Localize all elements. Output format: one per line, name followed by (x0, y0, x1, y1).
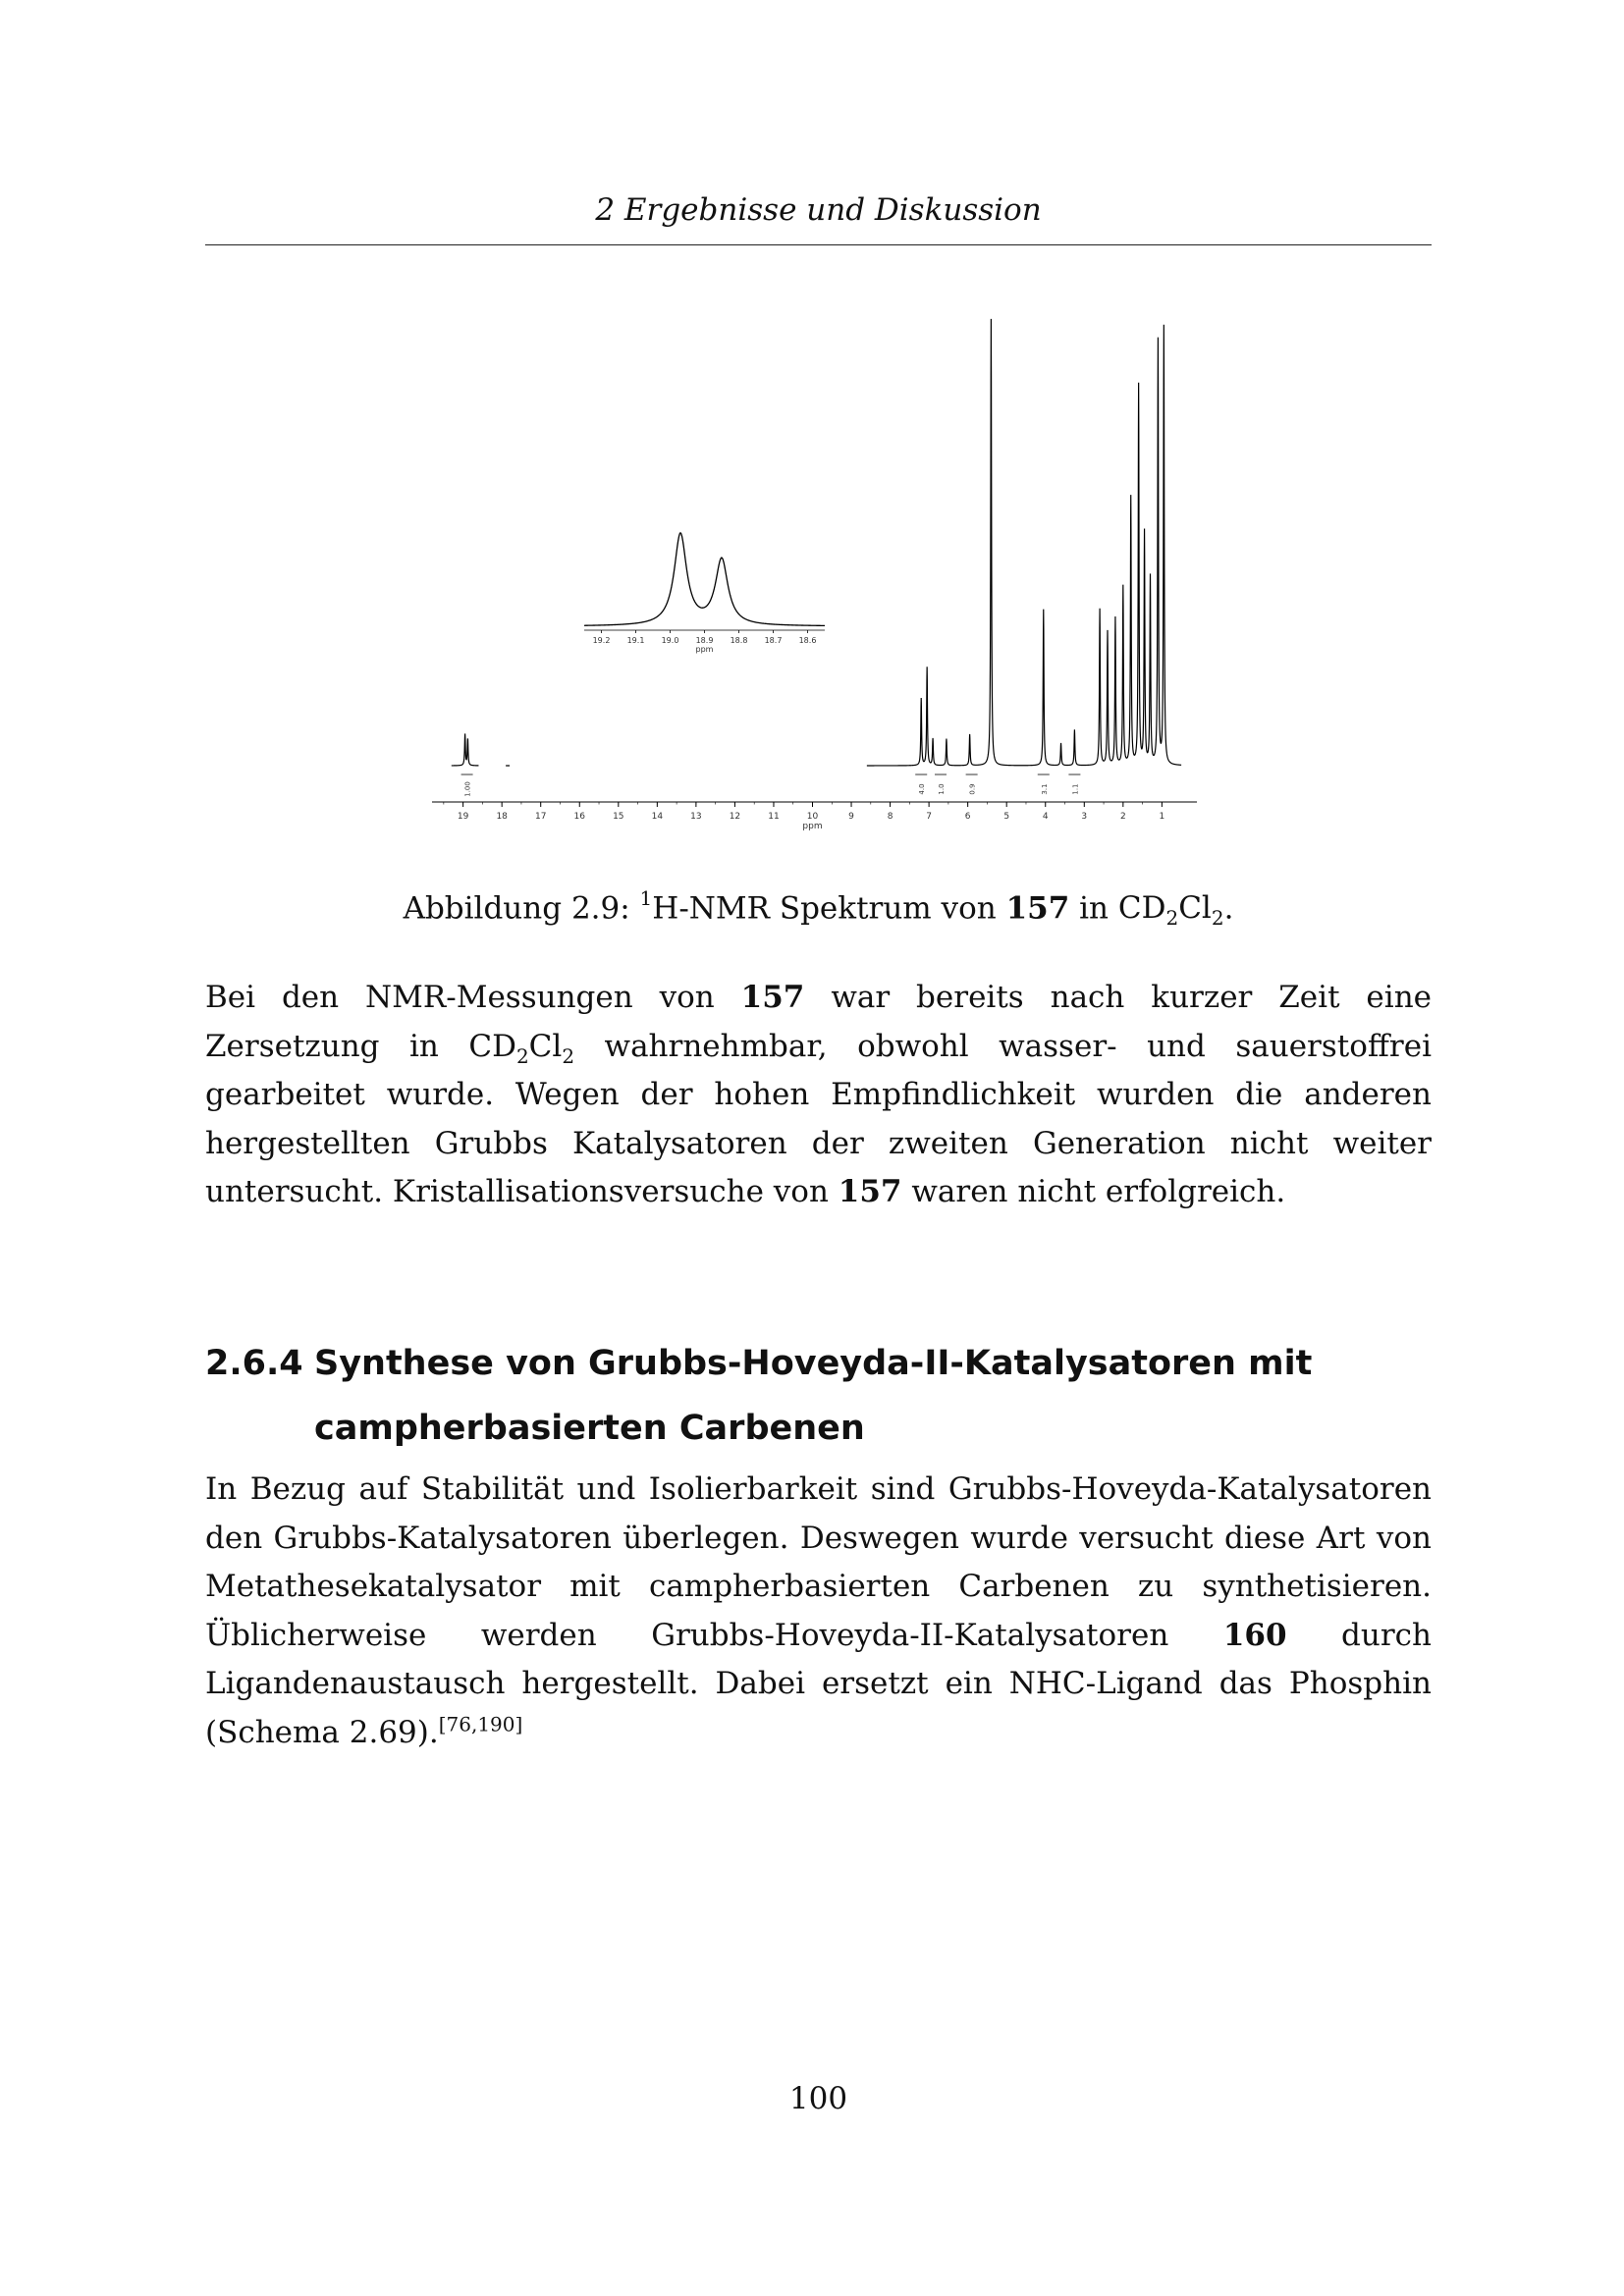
x-tick-label: 2 (1119, 812, 1126, 822)
p2-text1: In Bezug auf Stabilität und Isolierbarkeit sind Grubbs-Hoveyda-Katalysatoren den Grubbs-Katalysatoren überlegen. Deswegen wurde versucht diese Art von Metathesekatalysator mit campherbasierten Carbenen zu synthetisieren. Üblicherweise werden Grubbs-Hoveyda-II-Katalysatoren (205, 1471, 1432, 1653)
p1-compound1: 157 (740, 980, 805, 1015)
paragraph-nmr-decomposition (205, 974, 1432, 1217)
x-tick-label: 17 (534, 812, 547, 822)
inset-tick-label: 18.7 (764, 636, 783, 645)
integral-label: 0.9 (968, 783, 977, 795)
x-tick-label: 3 (1081, 812, 1088, 822)
integral-label: 1.00 (463, 781, 472, 797)
p1-sub1: 2 (515, 1043, 529, 1068)
p2-text2: durch Ligandenaustausch hergestellt. Dabei ersetzt ein NHC-Ligand das Phosphin (Schema 2.69). (205, 1617, 1432, 1750)
nmr-spectrum-chart (432, 314, 1208, 854)
inset-tick-label: 18.8 (730, 636, 748, 645)
integral-label: 4.0 (918, 783, 927, 795)
x-tick-label: 19 (457, 812, 469, 822)
inset-tick-label: 19.1 (626, 636, 645, 645)
solvent-cd: CD (1117, 890, 1166, 927)
x-tick-label: 14 (651, 812, 664, 822)
header-rule (205, 244, 1432, 245)
section-number: 2.6.4 (205, 1344, 303, 1383)
caption-end: . (1223, 890, 1234, 927)
x-tick-label: 18 (496, 812, 508, 822)
x-tick-label: 11 (768, 812, 780, 822)
p1-text1: Bei den NMR-Messungen von (205, 980, 715, 1015)
x-tick-label: 9 (848, 812, 854, 822)
figure-caption (205, 888, 1432, 931)
x-tick-label: 8 (887, 812, 893, 822)
inset-tick-label: 19.2 (592, 636, 611, 645)
x-axis-label: ppm (802, 822, 823, 831)
section-heading (205, 1331, 1432, 1461)
paragraph-grubbs-hoveyda (205, 1466, 1432, 1757)
caption-compound: 157 (1005, 890, 1070, 927)
x-tick-label: 4 (1042, 812, 1049, 822)
integral-label: 1.1 (1071, 783, 1080, 795)
p2-citation: [76,190] (438, 1712, 523, 1736)
inset-tick-label: 18.6 (798, 636, 817, 645)
x-tick-label: 1 (1159, 812, 1165, 822)
p1-text5: waren nicht erfolgreich. (911, 1174, 1286, 1209)
x-tick-label: 12 (729, 812, 741, 822)
caption-in: in (1079, 890, 1110, 927)
caption-solvent (1117, 890, 1224, 931)
x-tick-label: 5 (1003, 812, 1010, 822)
solvent-sub1: 2 (1165, 906, 1179, 931)
integral-label: 3.1 (1040, 783, 1049, 795)
solvent-cl: Cl (1178, 890, 1212, 927)
caption-mid: H-NMR Spektrum von (652, 890, 997, 927)
x-tick-label: 13 (690, 812, 702, 822)
section-title-line1: Synthese von Grubbs-Hoveyda-II-Katalysatoren mit (314, 1344, 1313, 1383)
x-tick-label: 15 (613, 812, 624, 822)
x-tick-label: 6 (964, 812, 971, 822)
p2-compound: 160 (1222, 1617, 1287, 1653)
page-number: 100 (788, 2081, 848, 2116)
inset-axis-label: ppm (695, 645, 714, 654)
p1-text4: wahrnehmbar, obwohl wasser- und sauerstoffrei gearbeitet wurde. Wegen der hohen Empfindlichkeit wurden die anderen hergestellten Grubbs Katalysatoren der zweiten Generation nicht weiter untersucht. Kristallisationsversuche von (205, 1028, 1432, 1209)
inset-tick-label: 19.0 (661, 636, 679, 645)
x-tick-label: 7 (926, 812, 932, 822)
solvent-sub2: 2 (1211, 906, 1224, 931)
x-tick-label: 10 (806, 812, 819, 822)
p1-text2: war bereits nach kurzer Zeit eine Zersetzung in CD (205, 980, 1433, 1064)
caption-superscript: 1 (639, 886, 653, 910)
running-head: 2 Ergebnisse und Diskussion (595, 192, 1042, 228)
inset-tick-label: 18.9 (695, 636, 714, 645)
inset-spectrum-line (584, 533, 825, 626)
x-tick-label: 16 (573, 812, 585, 822)
integral-label: 1.0 (937, 783, 946, 795)
section-title-line2: campherbasierten Carbenen (314, 1409, 865, 1448)
p1-text3: Cl (528, 1028, 563, 1064)
caption-prefix: Abbildung 2.9: (403, 890, 630, 927)
spectrum-line (452, 319, 1181, 766)
p1-compound2: 157 (838, 1174, 902, 1209)
nmr-figure (432, 314, 1208, 854)
p1-sub2: 2 (562, 1043, 575, 1068)
